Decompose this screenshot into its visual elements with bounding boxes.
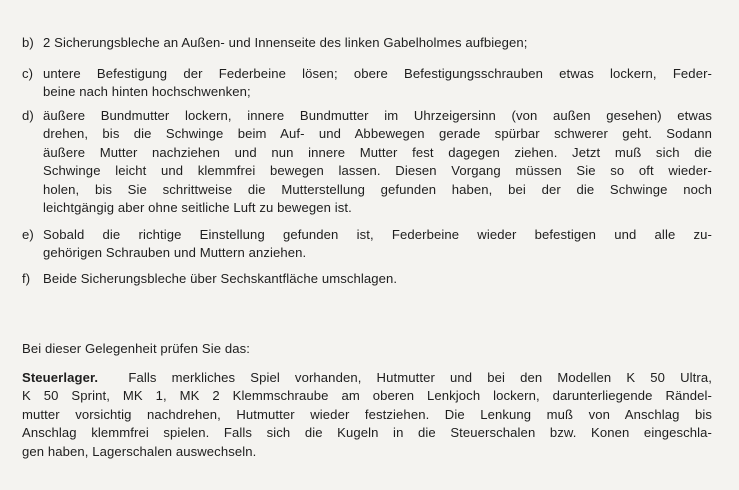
instruction-f <box>22 270 712 288</box>
text-line: Sobald die richtige Einstellung gefunden ist, Federbeine wieder befestigen und alle zu- <box>43 227 712 242</box>
check-intro-text: Bei dieser Gelegenheit prüfen Sie das: <box>22 341 250 356</box>
instruction-marker: f) <box>22 271 31 286</box>
text-line: drehen, bis die Schwinge beim Auf- und Abbewegen gerade spürbar schwerer geht. Sodann <box>43 126 712 142</box>
steuerlager-first-line: Falls merkliches Spiel vorhanden, Hutmutter und bei den Modellen K 50 Ultra, <box>128 370 712 385</box>
instruction-e <box>22 226 712 263</box>
instruction-b <box>22 34 712 52</box>
text-line: äußere Mutter nachziehen und nun innere Mutter fest dagegen ziehen. Jetzt muß sich die <box>43 144 712 160</box>
instruction-marker: e) <box>22 227 34 242</box>
text-line: Anschlag klemmfrei spielen. Falls sich die Kugeln in die Steuerschalen bzw. Konen eingeschla- <box>22 425 712 441</box>
instruction-text <box>43 107 712 217</box>
text-line: gehörigen Schrauben und Muttern anziehen. <box>43 245 307 261</box>
instruction-c <box>22 65 712 102</box>
instruction-marker: c) <box>22 66 34 81</box>
instruction-marker: d) <box>22 108 34 123</box>
text-line: K 50 Sprint, MK 1, MK 2 Klemmschraube am oberen Lenkjoch lockern, darunterliegende Rändel- <box>22 388 712 404</box>
text-line: Beide Sicherungsbleche über Sechskantfläche umschlagen. <box>43 271 398 286</box>
text-line <box>22 369 712 387</box>
text-line: Schwinge leicht und klemmfrei bewegen lassen. Diesen Vorgang müssen Sie so oft wieder- <box>43 163 712 179</box>
instruction-text <box>43 226 712 263</box>
instruction-text <box>43 34 712 52</box>
text-line: beine nach hinten hochschwenken; <box>43 84 251 100</box>
instruction-marker: b) <box>22 35 34 50</box>
text-line: äußere Bundmutter lockern, innere Bundmutter im Uhrzeigersinn (von außen gesehen) etwas <box>43 108 712 123</box>
instruction-text <box>43 270 712 288</box>
text-line: leichtgängig aber ohne seitliche Luft zu bewegen ist. <box>43 200 352 216</box>
instruction-text <box>43 65 712 102</box>
text-line: gen haben, Lagerschalen auswechseln. <box>22 443 257 459</box>
text-line: 2 Sicherungsbleche an Außen- und Innenseite des linken Gabelholmes aufbiegen; <box>43 35 528 50</box>
text-line: mutter vorsichtig nachdrehen, Hutmutter wieder festziehen. Die Lenkung muß von Anschlag bis <box>22 406 712 422</box>
steuerlager-heading: Steuerlager. <box>22 370 99 385</box>
instruction-d <box>22 107 712 217</box>
text-line: holen, bis Sie schrittweise die Mutterstellung gefunden haben, bei der die Schwinge noch <box>43 181 712 197</box>
check-intro <box>22 340 712 358</box>
steuerlager-paragraph <box>22 369 712 461</box>
text-line: untere Befestigung der Federbeine lösen; obere Befestigungsschrauben etwas lockern, Feder- <box>43 66 712 81</box>
